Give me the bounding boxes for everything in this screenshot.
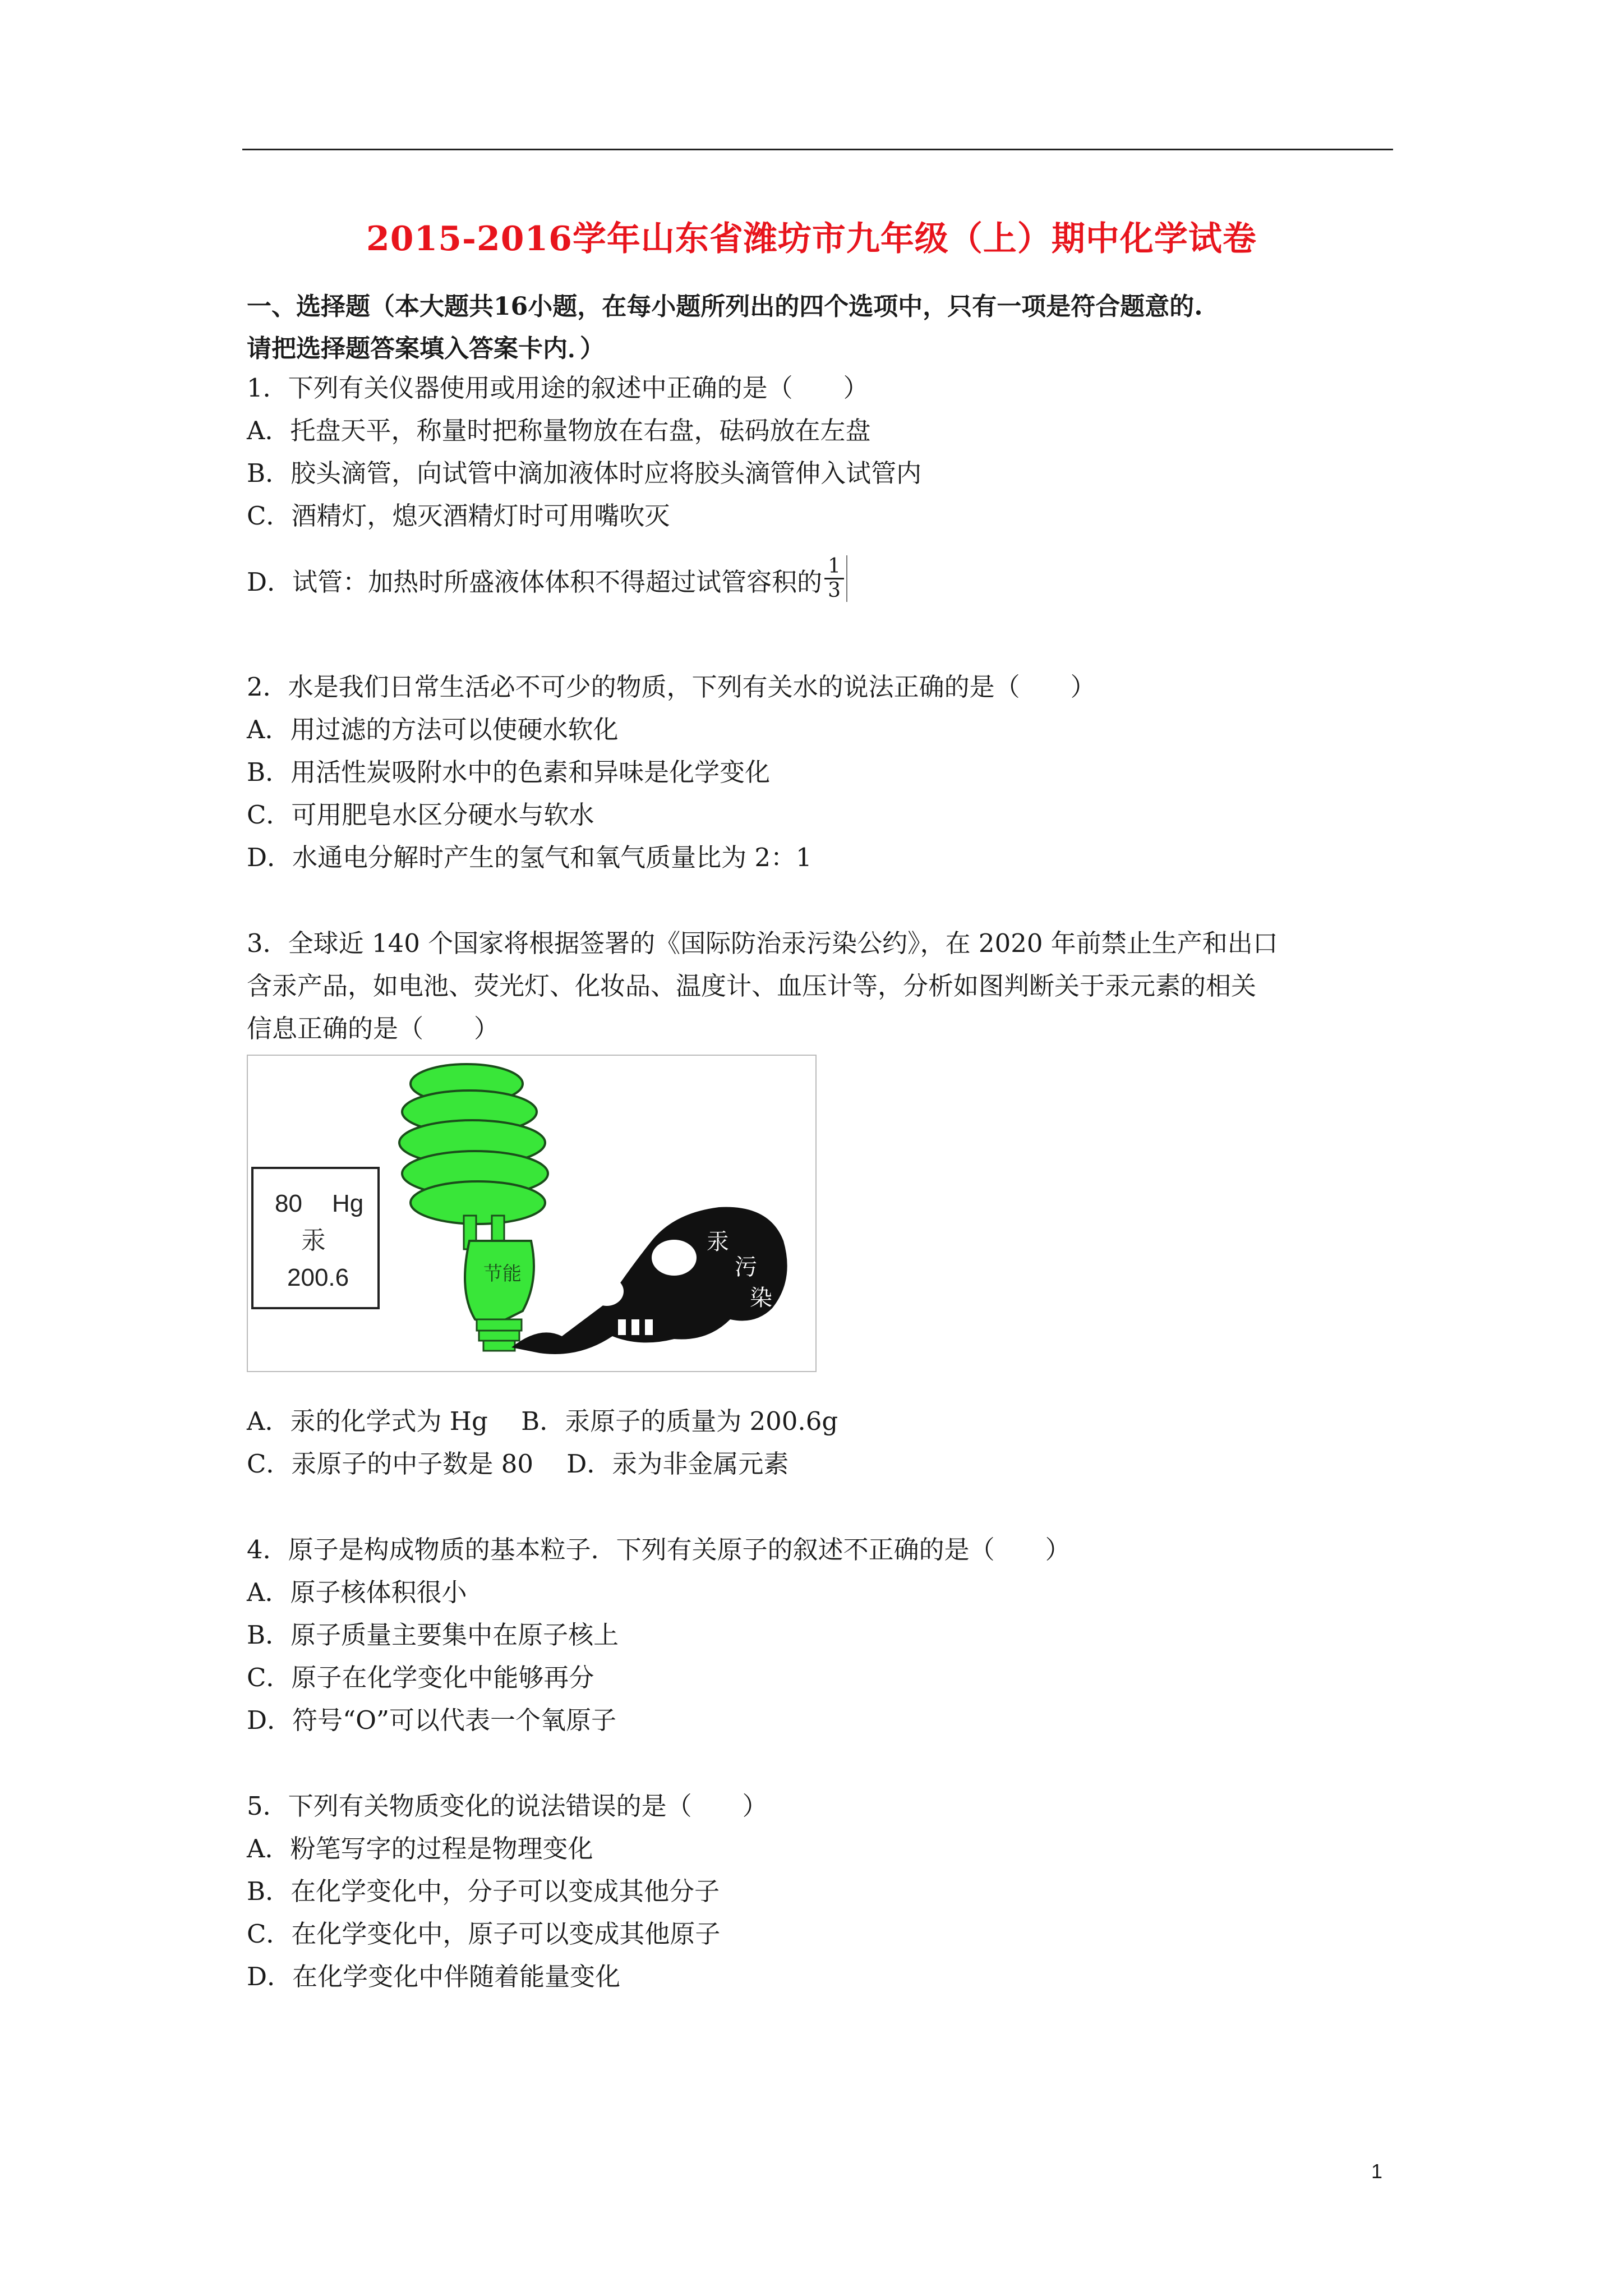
q1-option-d-row [247,555,847,608]
q3-stem-line2: 含汞产品，如电池、荧光灯、化妆品、温度计、血压计等，分析如图判断关于汞元素的相关 [247,971,1257,1001]
page-number: 1 [1371,2160,1383,2183]
q4-option-c: C．原子在化学变化中能够再分 [247,1663,594,1692]
skull-char-3: 染 [750,1285,772,1311]
section-heading-line1: 一、选择题（本大题共16小题，在每小题所列出的四个选项中，只有一项是符合题意的. [247,292,1203,321]
mercury-figure [247,1055,817,1372]
one-third-fraction [824,555,847,602]
q3-stem-line1: 3．全球近 140 个国家将根据签署的《国际防治汞污染公约》，在 2020 年前禁止生产和出口 [247,928,1278,958]
header-rule [242,149,1393,150]
skull-pollution-icon [511,1207,787,1354]
q5-option-b: B．在化学变化中，分子可以变成其他分子 [247,1876,720,1906]
q5-option-c: C．在化学变化中，原子可以变成其他原子 [247,1919,721,1949]
skull-char-2: 污 [735,1254,757,1280]
q2-option-c: C．可用肥皂水区分硬水与软水 [247,800,594,830]
element-name: 汞 [301,1226,326,1255]
q1-option-c: C．酒精灯，熄灭酒精灯时可用嘴吹灭 [247,501,670,531]
q3-options-ab: A．汞的化学式为 Hg B．汞原子的质量为 200.6g [247,1406,838,1436]
bulb-label: 节能 [483,1263,522,1285]
mercury-illustration [248,1056,815,1371]
q1-option-a: A．托盘天平，称量时把称量物放在右盘，砝码放在左盘 [247,416,871,445]
element-symbol: Hg [332,1190,364,1217]
q4-option-d: D．符号“O”可以代表一个氧原子 [247,1705,616,1735]
fraction-denominator: 3 [828,579,841,602]
q3-stem-line3: 信息正确的是（ ） [247,1014,500,1043]
energy-saving-bulb-icon [399,1064,548,1351]
skull-char-1: 汞 [707,1229,729,1255]
q3-options-cd: C．汞原子的中子数是 80 D．汞为非金属元素 [247,1449,789,1479]
q1-stem: 1．下列有关仪器使用或用途的叙述中正确的是（ ） [247,373,869,403]
q4-option-a: A．原子核体积很小 [247,1577,467,1607]
q5-option-a: A．粉笔写字的过程是物理变化 [247,1834,593,1864]
q2-stem: 2．水是我们日常生活必不可少的物质，下列有关水的说法正确的是（ ） [247,672,1096,702]
q4-stem: 4．原子是构成物质的基本粒子．下列有关原子的叙述不正确的是（ ） [247,1535,1071,1565]
q2-option-a: A．用过滤的方法可以使硬水软化 [247,715,619,744]
q5-stem: 5．下列有关物质变化的说法错误的是（ ） [247,1791,768,1821]
q5-option-d: D．在化学变化中伴随着能量变化 [247,1962,621,1991]
q2-option-d: D．水通电分解时产生的氢气和氧气质量比为 2：1 [247,843,812,872]
atomic-mass: 200.6 [287,1264,349,1291]
atomic-number: 80 [275,1190,302,1217]
q2-option-b: B．用活性炭吸附水中的色素和异味是化学变化 [247,757,771,787]
q4-option-b: B．原子质量主要集中在原子核上 [247,1620,619,1650]
page-title: 2015-2016学年山东省潍坊市九年级（上）期中化学试卷 [366,219,1257,259]
q1-option-d: D．试管：加热时所盛液体体积不得超过试管容积的 [247,567,823,597]
q1-option-b: B．胶头滴管，向试管中滴加液体时应将胶头滴管伸入试管内 [247,458,922,488]
section-heading-line2: 请把选择题答案填入答案卡内．） [247,334,605,363]
fraction-numerator: 1 [824,555,844,579]
